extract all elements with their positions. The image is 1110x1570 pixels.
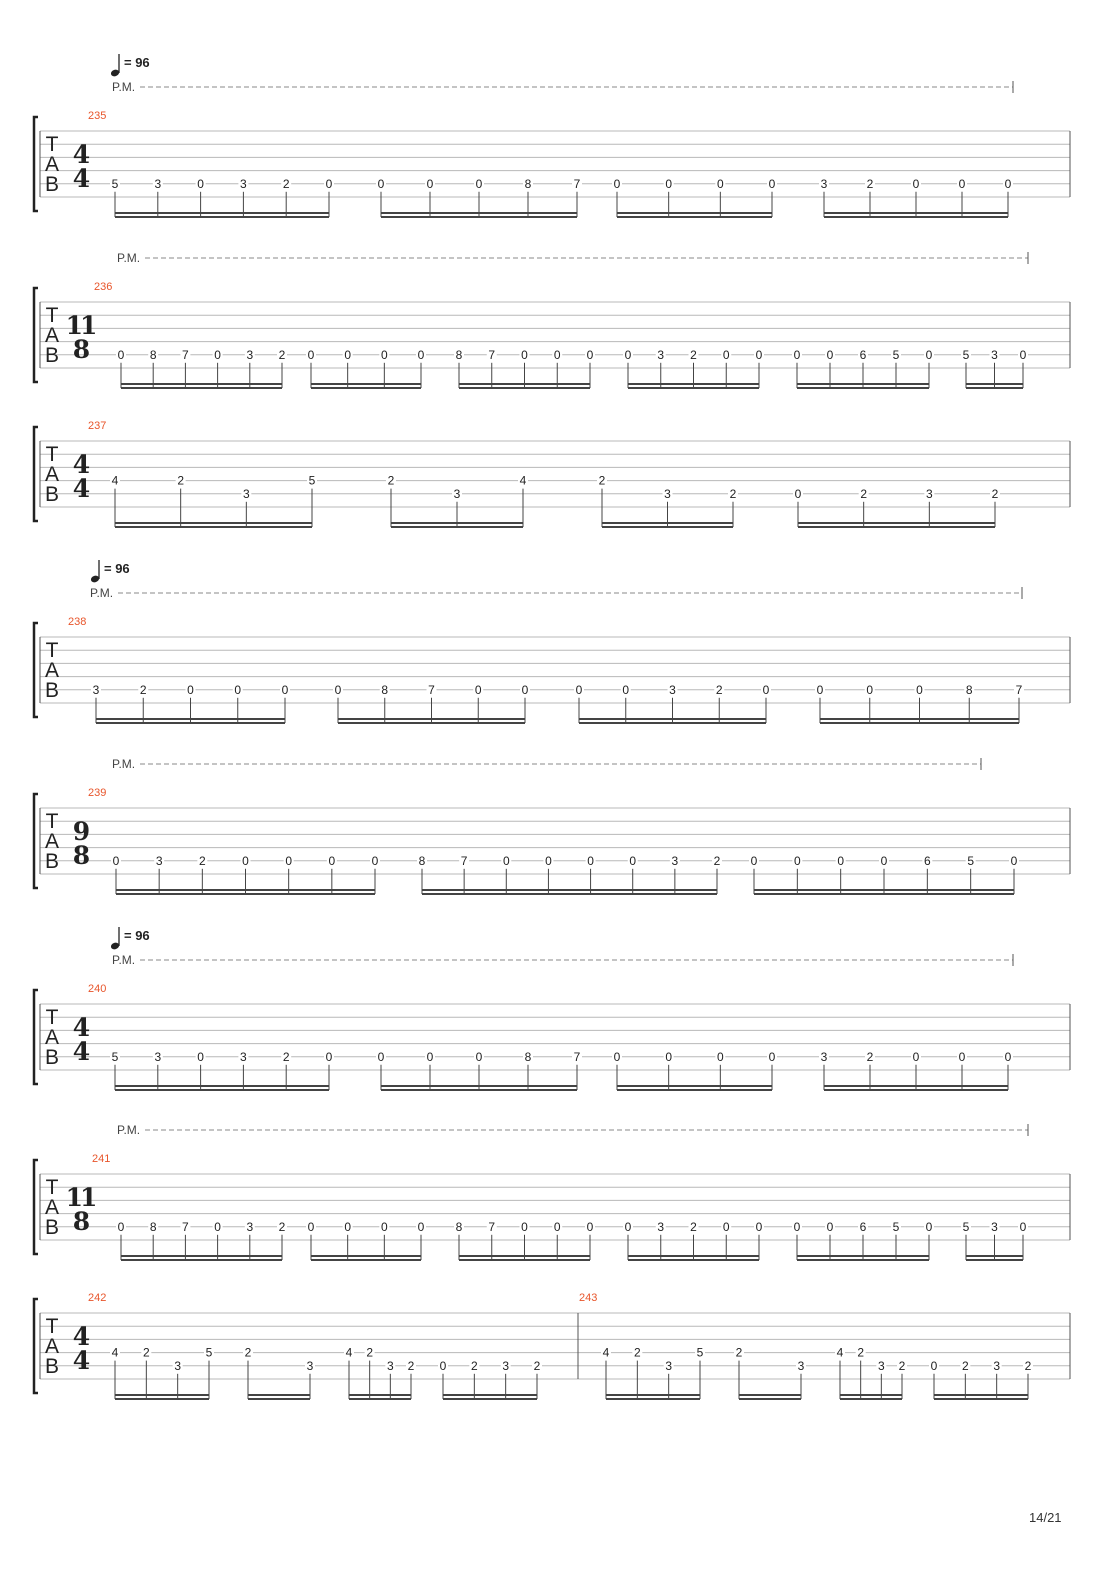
fret-number: 0 <box>622 682 630 697</box>
fret-number: 2 <box>860 486 868 501</box>
fret-number: 2 <box>857 1345 865 1360</box>
fret-number: 0 <box>285 853 293 868</box>
system-bracket <box>34 117 38 211</box>
time-signature: 4 <box>72 1346 88 1375</box>
fret-number: 0 <box>665 1049 673 1064</box>
fret-number: 4 <box>111 473 119 488</box>
fret-number: 3 <box>154 176 162 191</box>
fret-number: 0 <box>762 682 770 697</box>
fret-number: 3 <box>925 486 933 501</box>
tempo-marking: = 96 <box>104 561 130 576</box>
fret-number: 2 <box>961 1358 969 1373</box>
tab-clef-letter: B <box>44 1046 60 1069</box>
fret-number: 5 <box>962 1219 970 1234</box>
measure-number: 240 <box>88 983 107 995</box>
fret-number: 7 <box>182 1219 189 1234</box>
fret-number: 7 <box>488 347 496 362</box>
measure-number: 238 <box>68 616 87 628</box>
fret-number: 3 <box>991 347 998 362</box>
fret-number: 0 <box>930 1358 938 1373</box>
tab-system <box>34 1292 1070 1399</box>
fret-number: 0 <box>794 486 802 501</box>
fret-number: 0 <box>629 853 637 868</box>
fret-number: 2 <box>713 853 721 868</box>
system-bracket <box>34 427 38 521</box>
fret-number: 0 <box>768 176 776 191</box>
beam-group <box>386 474 528 527</box>
fret-number: 8 <box>455 347 463 362</box>
time-signature: 4 <box>72 164 88 193</box>
fret-number: 2 <box>278 347 286 362</box>
fret-number: 0 <box>1004 1049 1012 1064</box>
fret-number: 7 <box>460 853 468 868</box>
time-signature: 4 <box>72 1037 88 1066</box>
system-bracket <box>34 1299 38 1393</box>
fret-number: 2 <box>366 1345 374 1360</box>
fret-number: 0 <box>826 1219 834 1234</box>
tab-clef-letter: B <box>44 344 60 367</box>
fret-number: 0 <box>417 347 425 362</box>
fret-number: 0 <box>912 1049 920 1064</box>
fret-number: 0 <box>1019 347 1027 362</box>
fret-number: 0 <box>722 1219 730 1234</box>
fret-number: 2 <box>866 1049 874 1064</box>
fret-number: 2 <box>690 347 697 362</box>
beam-group <box>734 1346 806 1399</box>
fret-number: 5 <box>696 1345 704 1360</box>
fret-number: 5 <box>205 1345 213 1360</box>
tab-clef-letter: A <box>44 1335 60 1358</box>
beam-group <box>243 1346 315 1399</box>
fret-number: 0 <box>521 682 529 697</box>
fret-number: 0 <box>521 1219 528 1234</box>
fret-number: 0 <box>586 1219 594 1234</box>
fret-number: 0 <box>117 1219 125 1234</box>
tab-clef-letter: B <box>44 1216 60 1239</box>
fret-number: 0 <box>242 853 249 868</box>
beam-group <box>601 1346 705 1399</box>
fret-number: 3 <box>665 1358 673 1373</box>
fret-number: 3 <box>246 1219 254 1234</box>
fret-number: 0 <box>521 347 528 362</box>
tab-system <box>34 757 1070 894</box>
fret-number: 8 <box>418 853 426 868</box>
fret-number: 0 <box>328 853 336 868</box>
fret-number: 8 <box>965 682 973 697</box>
system-bracket <box>34 794 38 888</box>
fret-number: 0 <box>214 347 221 362</box>
fret-number: 3 <box>664 486 671 501</box>
fret-number: 0 <box>837 853 845 868</box>
fret-number: 0 <box>187 682 194 697</box>
fret-number: 5 <box>962 347 970 362</box>
fret-number: 6 <box>923 853 931 868</box>
tab-clef-letter: T <box>45 810 59 833</box>
tab-clef-letter: A <box>44 1196 60 1219</box>
tab-clef-letter: T <box>45 1315 59 1338</box>
page-number: 14/21 <box>1029 1510 1062 1525</box>
time-signature: 4 <box>72 1322 88 1351</box>
time-signature: 11 <box>65 1183 95 1212</box>
fret-number: 3 <box>797 1358 805 1373</box>
fret-number: 0 <box>587 853 594 868</box>
measure <box>73 420 1000 527</box>
fret-number: 0 <box>344 1219 352 1234</box>
fret-number: 0 <box>475 176 483 191</box>
fret-number: 0 <box>613 1049 621 1064</box>
tab-system <box>34 927 1070 1090</box>
fret-number: 0 <box>768 1049 776 1064</box>
fret-number: 2 <box>866 176 874 191</box>
tab-clef-letter: B <box>44 679 60 702</box>
tab-clef-letter: A <box>44 830 60 853</box>
measure <box>73 110 1013 217</box>
fret-number: 6 <box>859 1219 867 1234</box>
fret-number: 0 <box>912 176 920 191</box>
tab-clef-letter: A <box>44 324 60 347</box>
fret-number: 7 <box>573 1049 581 1064</box>
fret-number: 0 <box>866 682 874 697</box>
fret-number: 0 <box>665 176 673 191</box>
fret-number: 2 <box>690 1219 697 1234</box>
time-signature: 4 <box>72 450 88 479</box>
beam-group <box>344 1346 416 1399</box>
fret-number: 0 <box>426 1049 434 1064</box>
tab-clef-letter: T <box>45 1006 59 1029</box>
fret-number: 2 <box>633 1345 641 1360</box>
fret-number: 0 <box>417 1219 425 1234</box>
tab-clef-letter: T <box>45 443 59 466</box>
time-signature: 8 <box>72 1207 88 1236</box>
system-bracket <box>34 288 38 382</box>
time-signature: 9 <box>72 817 88 846</box>
fret-number: 0 <box>925 1219 933 1234</box>
beam-group <box>835 1346 907 1399</box>
time-signature: 8 <box>72 335 88 364</box>
fret-number: 3 <box>669 682 676 697</box>
measure <box>73 1292 542 1399</box>
fret-number: 0 <box>377 1049 385 1064</box>
beam-group <box>110 1346 214 1399</box>
fret-number: 0 <box>586 347 594 362</box>
tab-clef-letter: B <box>44 173 60 196</box>
fret-number: 0 <box>553 347 561 362</box>
fret-number: 0 <box>380 347 388 362</box>
fret-number: 2 <box>198 853 206 868</box>
fret-number: 8 <box>381 682 389 697</box>
palm-mute-label: P.M. <box>112 80 136 94</box>
fret-number: 5 <box>111 1049 119 1064</box>
fret-number: 0 <box>793 347 801 362</box>
time-signature: 4 <box>72 1013 88 1042</box>
fret-number: 3 <box>154 1049 162 1064</box>
fret-number: 0 <box>325 176 333 191</box>
fret-number: 0 <box>439 1358 447 1373</box>
measure-number: 235 <box>88 110 107 122</box>
fret-number: 0 <box>925 347 933 362</box>
fret-number: 0 <box>197 1049 204 1064</box>
fret-number: 0 <box>426 176 434 191</box>
fret-number: 8 <box>149 347 157 362</box>
fret-number: 0 <box>755 1219 763 1234</box>
fret-number: 3 <box>657 347 665 362</box>
tab-system <box>34 251 1070 388</box>
beam-group <box>597 474 738 527</box>
fret-number: 7 <box>182 347 189 362</box>
fret-number: 5 <box>892 347 900 362</box>
tab-system <box>34 54 1070 217</box>
tab-clef-letter: B <box>44 483 60 506</box>
fret-number: 2 <box>533 1358 541 1373</box>
fret-number: 0 <box>575 682 583 697</box>
measure <box>73 787 1019 894</box>
measure-number: 236 <box>94 281 113 293</box>
fret-number: 0 <box>916 682 923 697</box>
fret-number: 7 <box>573 176 581 191</box>
fret-number: 0 <box>553 1219 561 1234</box>
fret-number: 3 <box>671 853 679 868</box>
fret-number: 0 <box>1010 853 1018 868</box>
fret-number: 3 <box>657 1219 665 1234</box>
fret-number: 0 <box>377 176 385 191</box>
palm-mute-label: P.M. <box>117 251 141 265</box>
fret-number: 5 <box>967 853 975 868</box>
fret-number: 0 <box>750 853 758 868</box>
fret-number: 0 <box>755 347 763 362</box>
fret-number: 3 <box>306 1358 314 1373</box>
palm-mute-label: P.M. <box>90 586 114 600</box>
measure-number: 243 <box>579 1292 598 1304</box>
fret-number: 0 <box>613 176 621 191</box>
fret-number: 0 <box>474 682 482 697</box>
fret-number: 0 <box>475 1049 483 1064</box>
fret-number: 2 <box>598 473 606 488</box>
fret-number: 3 <box>92 682 100 697</box>
fret-number: 3 <box>991 1219 998 1234</box>
system-bracket <box>34 1160 38 1254</box>
fret-number: 2 <box>898 1358 906 1373</box>
fret-number: 0 <box>716 176 724 191</box>
fret-number: 7 <box>428 682 435 697</box>
fret-number: 2 <box>139 682 147 697</box>
fret-number: 0 <box>197 176 204 191</box>
fret-number: 0 <box>117 347 125 362</box>
fret-number: 3 <box>240 176 247 191</box>
tab-system <box>34 560 1070 723</box>
fret-number: 0 <box>624 1219 632 1234</box>
fret-number: 0 <box>344 347 352 362</box>
fret-number: 0 <box>793 853 801 868</box>
system-bracket <box>34 990 38 1084</box>
tab-clef-letter: T <box>45 639 59 662</box>
time-signature: 8 <box>72 841 88 870</box>
fret-number: 3 <box>453 486 461 501</box>
fret-number: 3 <box>820 176 828 191</box>
fret-number: 8 <box>149 1219 157 1234</box>
fret-number: 0 <box>334 682 342 697</box>
fret-number: 0 <box>281 682 289 697</box>
fret-number: 0 <box>624 347 632 362</box>
fret-number: 2 <box>387 473 395 488</box>
fret-number: 2 <box>282 176 290 191</box>
palm-mute-label: P.M. <box>112 953 136 967</box>
tab-clef-letter: T <box>45 1176 59 1199</box>
tab-clef-letter: A <box>44 1026 60 1049</box>
fret-number: 0 <box>545 853 552 868</box>
fret-number: 0 <box>880 853 888 868</box>
fret-number: 0 <box>826 347 834 362</box>
fret-number: 0 <box>1004 176 1012 191</box>
fret-number: 4 <box>111 1345 119 1360</box>
fret-number: 2 <box>142 1345 150 1360</box>
fret-number: 3 <box>877 1358 885 1373</box>
palm-mute-label: P.M. <box>117 1123 141 1137</box>
fret-number: 4 <box>602 1345 610 1360</box>
fret-number: 0 <box>958 1049 966 1064</box>
time-signature: 4 <box>72 140 88 169</box>
measure <box>73 983 1013 1090</box>
fret-number: 8 <box>524 176 532 191</box>
fret-number: 3 <box>240 1049 247 1064</box>
fret-number: 7 <box>488 1219 496 1234</box>
measure <box>66 281 1028 388</box>
fret-number: 4 <box>519 473 527 488</box>
measure-number: 239 <box>88 787 107 799</box>
fret-number: 4 <box>345 1345 353 1360</box>
tempo-marking: = 96 <box>124 55 150 70</box>
fret-number: 2 <box>470 1358 478 1373</box>
fret-number: 0 <box>502 853 510 868</box>
fret-number: 5 <box>111 176 119 191</box>
tab-clef-letter: A <box>44 153 60 176</box>
tab-clef-letter: B <box>44 1355 60 1378</box>
fret-number: 0 <box>716 1049 724 1064</box>
fret-number: 0 <box>371 853 379 868</box>
measure-number: 237 <box>88 420 107 432</box>
time-signature: 4 <box>72 474 88 503</box>
tempo-marking: = 96 <box>124 928 150 943</box>
measure <box>66 1153 1028 1260</box>
fret-number: 3 <box>820 1049 828 1064</box>
tab-clef-letter: A <box>44 659 60 682</box>
measure <box>579 1292 1033 1399</box>
fret-number: 0 <box>234 682 242 697</box>
fret-number: 3 <box>502 1358 510 1373</box>
fret-number: 8 <box>455 1219 463 1234</box>
fret-number: 0 <box>793 1219 801 1234</box>
beam-group <box>110 474 317 527</box>
fret-number: 2 <box>729 486 737 501</box>
fret-number: 0 <box>307 347 315 362</box>
fret-number: 7 <box>1015 682 1023 697</box>
fret-number: 3 <box>155 853 163 868</box>
fret-number: 2 <box>1024 1358 1032 1373</box>
fret-number: 3 <box>246 347 254 362</box>
tab-clef-letter: T <box>45 304 59 327</box>
fret-number: 3 <box>174 1358 182 1373</box>
system-bracket <box>34 623 38 717</box>
fret-number: 2 <box>278 1219 286 1234</box>
fret-number: 6 <box>859 347 867 362</box>
fret-number: 2 <box>407 1358 415 1373</box>
fret-number: 0 <box>112 853 120 868</box>
tab-system <box>34 1123 1070 1260</box>
fret-number: 3 <box>242 486 250 501</box>
fret-number: 2 <box>735 1345 743 1360</box>
time-signature: 11 <box>65 311 95 340</box>
fret-number: 5 <box>892 1219 900 1234</box>
tab-clef-letter: B <box>44 850 60 873</box>
fret-number: 0 <box>214 1219 221 1234</box>
fret-number: 2 <box>244 1345 252 1360</box>
fret-number: 8 <box>524 1049 532 1064</box>
fret-number: 5 <box>308 473 316 488</box>
fret-number: 0 <box>722 347 730 362</box>
fret-number: 0 <box>816 682 824 697</box>
fret-number: 3 <box>993 1358 1001 1373</box>
tab-clef-letter: T <box>45 133 59 156</box>
fret-number: 2 <box>991 486 999 501</box>
fret-number: 2 <box>177 473 185 488</box>
fret-number: 0 <box>1019 1219 1027 1234</box>
tab-system <box>34 420 1070 527</box>
fret-number: 0 <box>380 1219 388 1234</box>
fret-number: 0 <box>958 176 966 191</box>
fret-number: 2 <box>715 682 723 697</box>
fret-number: 3 <box>386 1358 394 1373</box>
fret-number: 2 <box>282 1049 290 1064</box>
tab-clef-letter: A <box>44 463 60 486</box>
measure-number: 241 <box>92 1153 111 1165</box>
measure <box>68 616 1024 723</box>
fret-number: 0 <box>325 1049 333 1064</box>
measure-number: 242 <box>88 1292 107 1304</box>
palm-mute-label: P.M. <box>112 757 136 771</box>
fret-number: 4 <box>836 1345 844 1360</box>
fret-number: 0 <box>307 1219 315 1234</box>
